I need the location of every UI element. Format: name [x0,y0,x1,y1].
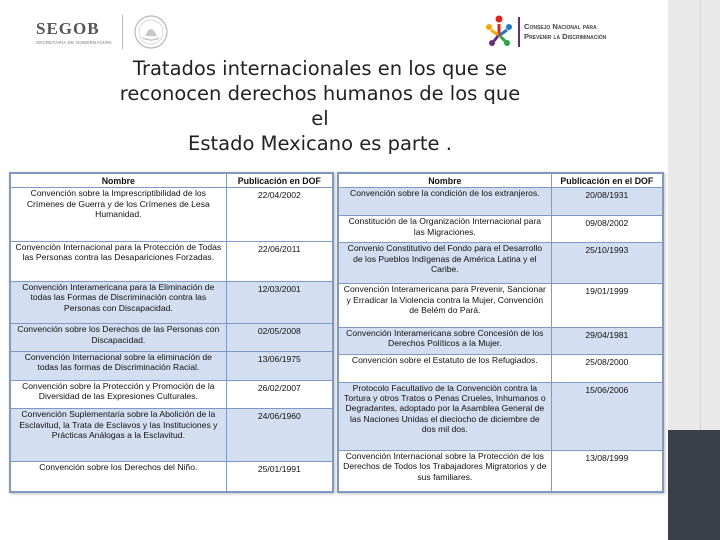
publication-date: 25/01/1991 [226,461,332,491]
table-row [339,354,663,382]
treaty-name: Convención sobre los Derechos del Niño. [11,461,227,491]
conapred-logo [482,14,606,50]
table-row [339,188,663,216]
national-seal-icon [133,14,169,50]
table-row [339,450,663,491]
treaty-name: Convención Internacional para la Protección de Todas las Personas contra las Desapariciones Forzadas. [11,241,227,281]
publication-date: 22/06/2011 [226,241,332,281]
conapred-line1: Consejo Nacional para [524,22,597,31]
slide-title-line: Tratados internacionales en los que se [132,57,508,80]
left-treaty-table [9,172,334,493]
publication-date: 12/03/2001 [226,282,332,324]
treaty-name: Convención sobre los Derechos de las Personas con Discapacidad. [11,324,227,351]
publication-date: 15/06/2006 [551,382,662,450]
column-header-date: Publicación en el DOF [551,174,662,188]
table-row [11,241,333,281]
slide-title [110,56,530,156]
table-row [11,188,333,242]
publication-date: 13/08/1999 [551,450,662,491]
treaty-name: Convención Suplementaria sobre la Abolición de la Esclavitud, la Trata de Esclavos y las Instituciones y Prácticas Análogas a la Esclavitud. [11,409,227,461]
publication-date: 25/10/1993 [551,243,662,284]
publication-date: 09/08/2002 [551,216,662,243]
segob-logo-name: SEGOB [36,18,100,38]
segob-logo-subtitle: SECRETARÍA DE GOBERNACIÓN [36,39,112,45]
treaty-name: Convención Interamericana para Prevenir, Sancionar y Erradicar la Violencia contra la Mujer, Convención de Belém do Pará. [339,284,552,327]
table-row [339,243,663,284]
segob-logo [36,14,169,50]
logo-separator [122,15,123,49]
treaty-name: Convención sobre la Protección y Promoción de la Diversidad de las Expresiones Culturales. [11,380,227,408]
publication-date: 02/05/2008 [226,324,332,351]
conapred-divider [518,17,520,47]
treaty-name: Convención Internacional sobre la eliminación de todas las formas de Discriminación Racial. [11,351,227,380]
treaty-name: Convención sobre el Estatuto de los Refugiados. [339,354,552,382]
conapred-figures-icon [482,14,516,50]
table-row [339,327,663,354]
treaty-name: Convención Interamericana para la Eliminación de todas las Formas de Discriminación contra las Personas con Discapacidad. [11,282,227,324]
slide-title-line: reconocen derechos humanos de los que el [119,82,521,130]
treaty-name: Convenio Constitutivo del Fondo para el Desarrollo de los Pueblos Indígenas de América Latina y el Caribe. [339,243,552,284]
column-header-date: Publicación en DOF [226,174,332,188]
treaty-name: Convención Internacional sobre la Protección de los Derechos de Todos los Trabajadores Migratorios y de sus familiares. [339,450,552,491]
table-row [339,284,663,327]
table-row [11,324,333,351]
treaty-name: Convención sobre la Imprescriptibilidad de los Crímenes de Guerra y de los Crímenes de Lesa Humanidad. [11,188,227,242]
right-treaty-table [337,172,664,493]
publication-date: 20/08/1931 [551,188,662,216]
publication-date: 22/04/2002 [226,188,332,242]
table-row [339,382,663,450]
table-row [11,351,333,380]
table-row [11,461,333,491]
treaty-name: Protocolo Facultativo de la Convención contra la Tortura y otros Tratos o Penas Crueles, Inhumanos o Degradantes, adoptado por la Asamblea General de las Naciones Unidas el dieciocho de diciembre de dos mil dos. [339,382,552,450]
treaty-name: Convención Interamericana sobre Concesión de los Derechos Políticos a la Mujer. [339,327,552,354]
table-row [11,380,333,408]
column-header-name: Nombre [339,174,552,188]
publication-date: 24/06/1960 [226,409,332,461]
side-accent-block [668,430,720,540]
publication-date: 29/04/1981 [551,327,662,354]
publication-date: 19/01/1999 [551,284,662,327]
column-header-name: Nombre [11,174,227,188]
publication-date: 13/06/1975 [226,351,332,380]
table-row [11,409,333,461]
publication-date: 26/02/2007 [226,380,332,408]
conapred-line2: Prevenir la Discriminación [524,32,607,41]
table-row [11,282,333,324]
slide-title-line: Estado Mexicano es parte . [188,132,452,155]
table-row [339,216,663,243]
publication-date: 25/08/2000 [551,354,662,382]
treaty-name: Convención sobre la condición de los extranjeros. [339,188,552,216]
treaty-name: Constitución de la Organización Internacional para las Migraciones. [339,216,552,243]
